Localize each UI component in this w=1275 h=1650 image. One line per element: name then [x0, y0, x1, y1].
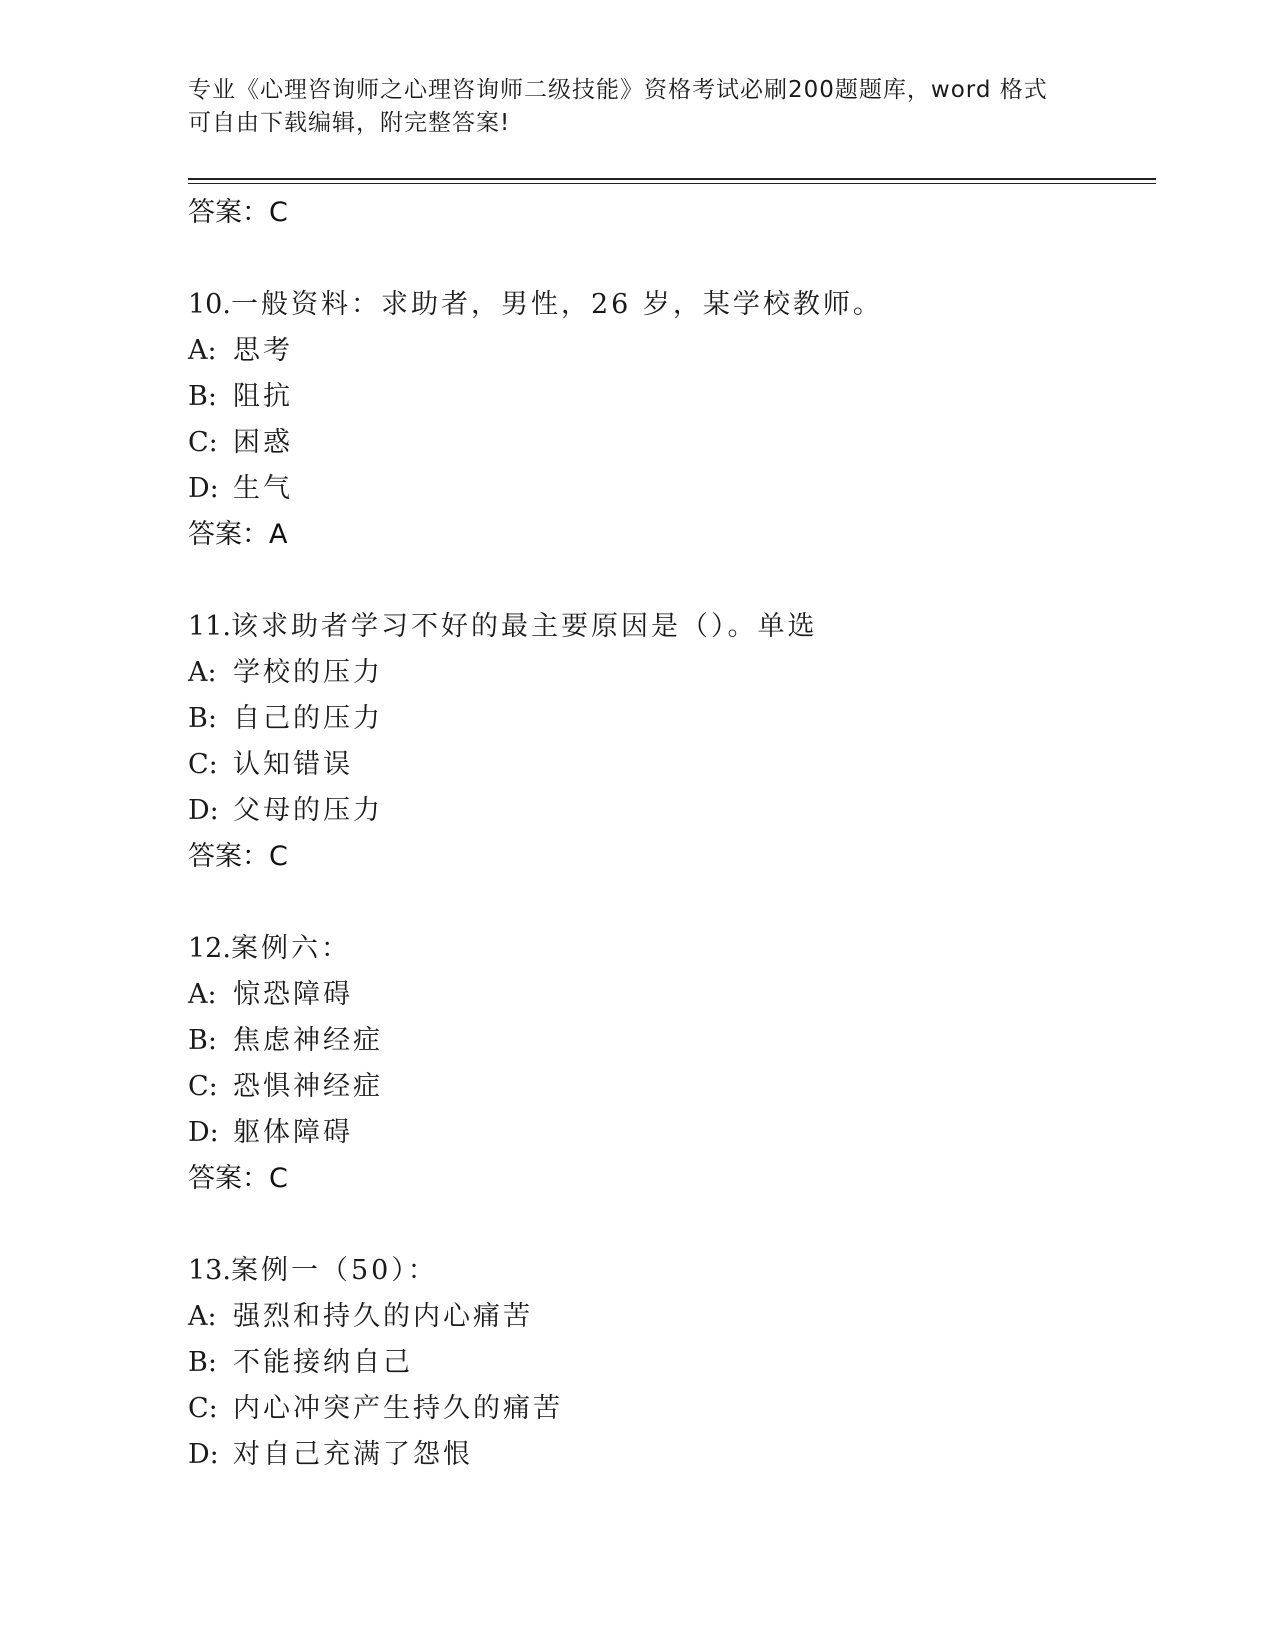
option-text: 内心冲突产生持久的痛苦 [233, 1393, 563, 1424]
option-d [188, 1110, 1148, 1156]
option-text: 阻抗 [233, 381, 293, 412]
document-header [188, 74, 1068, 140]
option-key: A: [188, 1301, 217, 1332]
option-key: C: [188, 427, 218, 458]
option-key: B: [188, 1025, 217, 1056]
option-text: 躯体障碍 [233, 1117, 353, 1148]
option-b [188, 1340, 1148, 1386]
question-number: 10. [188, 289, 231, 320]
option-key: B: [188, 703, 217, 734]
option-text: 父母的压力 [233, 795, 383, 826]
option-b [188, 1018, 1148, 1064]
option-text: 对自己充满了怨恨 [233, 1439, 473, 1470]
option-a [188, 328, 1148, 374]
option-key: C: [188, 1071, 218, 1102]
option-key: D: [188, 1117, 219, 1148]
option-key: B: [188, 1347, 217, 1378]
option-text: 强烈和持久的内心痛苦 [233, 1301, 533, 1332]
option-b [188, 374, 1148, 420]
option-c [188, 1064, 1148, 1110]
option-text: 惊恐障碍 [233, 979, 353, 1010]
question-stem [188, 604, 1148, 650]
option-b [188, 696, 1148, 742]
question-list [188, 190, 1148, 1478]
option-text: 思考 [233, 335, 293, 366]
option-key: A: [188, 979, 217, 1010]
question-stem [188, 1248, 1148, 1294]
question-text: 案例六： [230, 933, 351, 964]
question-block [188, 604, 1148, 926]
header-line-1: 专业《心理咨询师之心理咨询师二级技能》资格考试必刷200题题库，word 格式 [188, 77, 1048, 103]
option-d [188, 788, 1148, 834]
option-c [188, 742, 1148, 788]
question-stem [188, 926, 1148, 972]
option-c [188, 420, 1148, 466]
option-key: D: [188, 1439, 219, 1470]
spacer [188, 880, 1148, 926]
spacer [188, 236, 1148, 282]
question-text: 该求助者学习不好的最主要原因是（）。单选 [230, 611, 818, 642]
option-text: 自己的压力 [233, 703, 383, 734]
option-text: 困惑 [233, 427, 293, 458]
question-number: 11. [188, 611, 231, 642]
question-text: 案例一（50）： [230, 1255, 438, 1286]
option-text: 恐惧神经症 [233, 1071, 383, 1102]
header-divider-thick [188, 178, 1156, 180]
question-block [188, 282, 1148, 604]
option-text: 学校的压力 [233, 657, 383, 688]
answer-line: 答案：A [188, 519, 288, 550]
option-key: D: [188, 795, 219, 826]
option-key: A: [188, 335, 217, 366]
option-a [188, 972, 1148, 1018]
option-key: A: [188, 657, 217, 688]
option-key: B: [188, 381, 217, 412]
question-number: 12. [188, 933, 231, 964]
header-divider-thin [188, 183, 1156, 184]
option-c [188, 1386, 1148, 1432]
question-number: 13. [188, 1255, 231, 1286]
answer-line: 答案：C [188, 841, 288, 872]
option-text: 焦虑神经症 [233, 1025, 383, 1056]
spacer [188, 558, 1148, 604]
answer-line: 答案：C [188, 197, 288, 228]
question-block [188, 926, 1148, 1248]
option-d [188, 466, 1148, 512]
option-key: C: [188, 749, 218, 780]
option-key: C: [188, 1393, 218, 1424]
option-text: 不能接纳自己 [233, 1347, 413, 1378]
option-a [188, 650, 1148, 696]
option-text: 生气 [233, 473, 293, 504]
option-key: D: [188, 473, 219, 504]
answer-line: 答案：C [188, 1163, 288, 1194]
option-text: 认知错误 [233, 749, 353, 780]
header-line-2: 可自由下载编辑，附完整答案! [188, 110, 511, 136]
option-a [188, 1294, 1148, 1340]
option-d [188, 1432, 1148, 1478]
spacer [188, 1202, 1148, 1248]
question-stem [188, 282, 1148, 328]
question-text: 一般资料：求助者，男性，26 岁，某学校教师。 [230, 289, 883, 320]
question-block [188, 1248, 1148, 1478]
